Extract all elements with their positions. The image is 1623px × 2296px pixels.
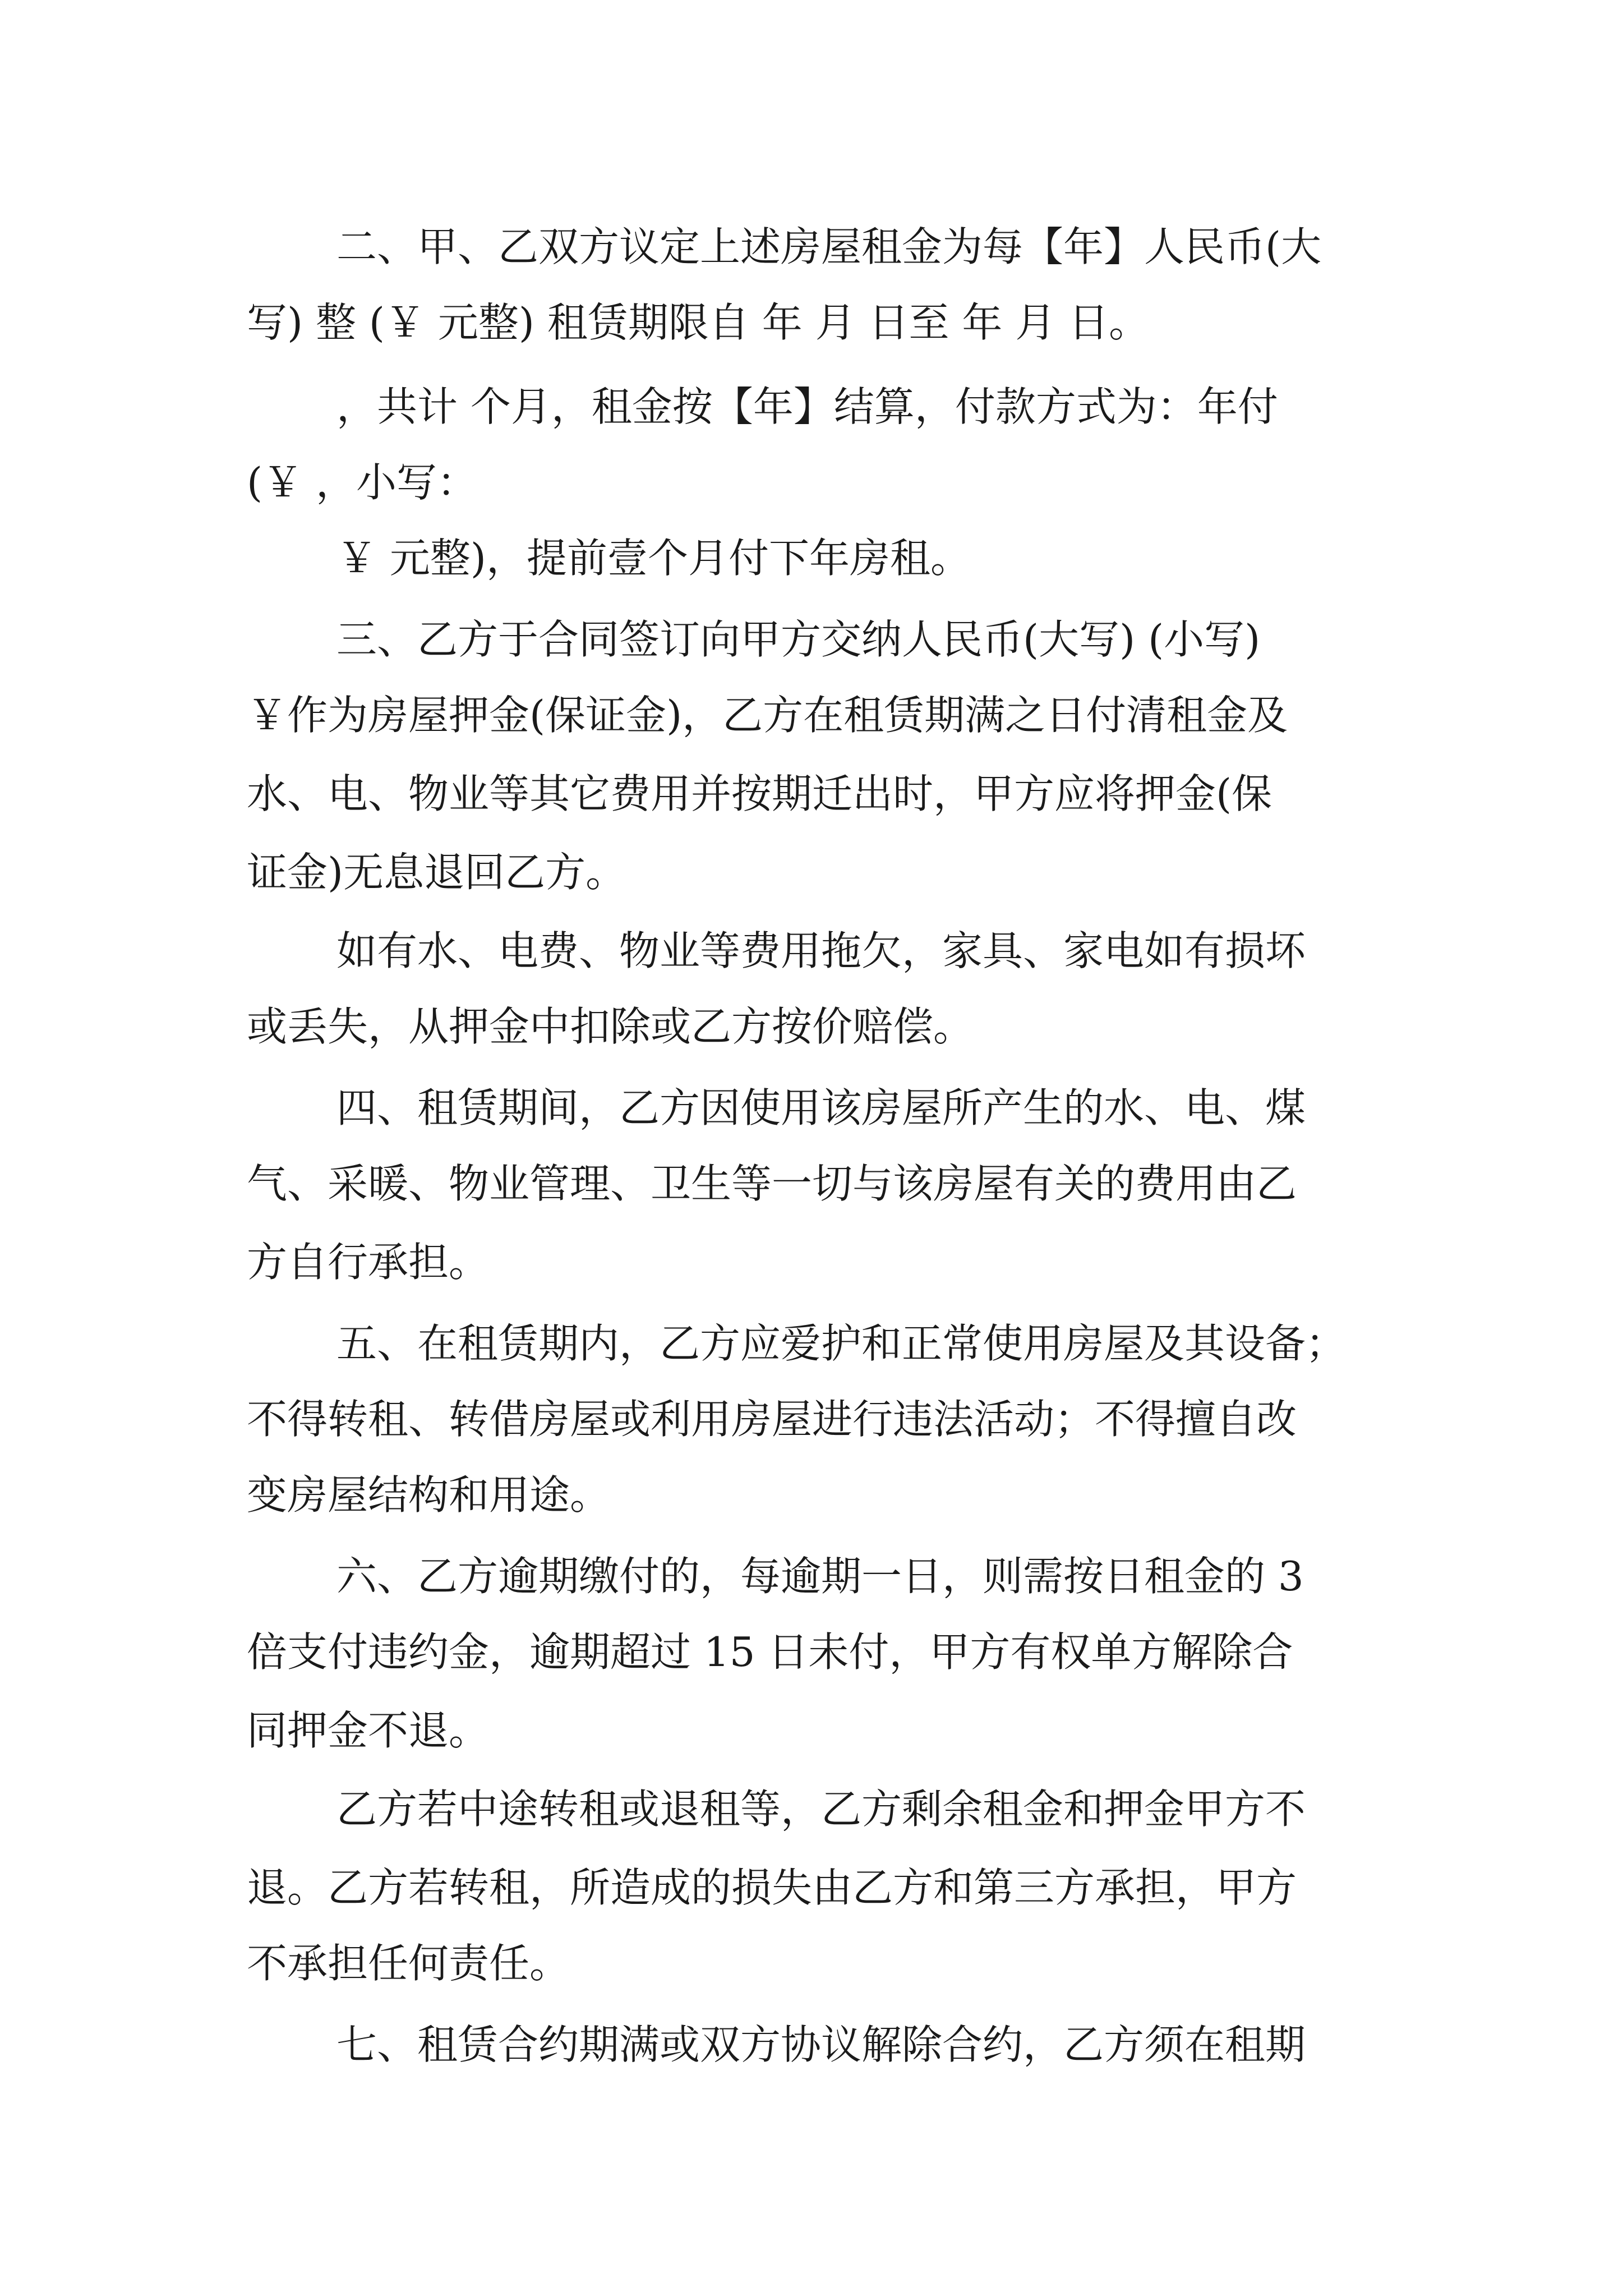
clause-4-line-2: 气、采暖、物业管理、卫生等一切与该房屋有关的费用由乙 <box>247 1160 1297 1207</box>
clause-7-line-1: 七、租赁合约期满或双方协议解除合约，乙方须在租期 <box>336 2021 1306 2068</box>
clause-2-line-2: 写) 整 (￥ 元整) 租赁期限自 年 月 日至 年 月 日。 <box>247 299 1150 346</box>
clause-5-line-1: 五、在租赁期内，乙方应爱护和正常使用房屋及其设备； <box>336 1320 1347 1367</box>
clause-3-line-3: 水、电、物业等其它费用并按期迁出时，甲方应将押金(保 <box>247 770 1272 817</box>
clause-5-line-2: 不得转租、转借房屋或利用房屋进行违法活动；不得擅自改 <box>247 1396 1297 1443</box>
clause-2-line-1: 二、甲、乙双方议定上述房屋租金为每【年】人民币(大 <box>336 223 1322 270</box>
clause-3-line-1: 三、乙方于合同签订向甲方交纳人民币(大写) (小写) <box>336 616 1261 663</box>
clause-5-line-3: 变房屋结构和用途。 <box>247 1471 611 1519</box>
clause-2-line-3: ，共计 个月，租金按【年】结算，付款方式为：年付 <box>336 383 1278 430</box>
clause-3-note-line-1: 如有水、电费、物业等费用拖欠，家具、家电如有损坏 <box>336 927 1306 974</box>
clause-3-line-2: ￥作为房屋押金(保证金)，乙方在租赁期满之日付清租金及 <box>247 692 1288 739</box>
clause-6-note-line-3: 不承担任何责任。 <box>247 1940 570 1987</box>
clause-6-line-1: 六、乙方逾期缴付的，每逾期一日，则需按日租金的 3 <box>336 1553 1304 1600</box>
clause-3-line-4: 证金)无息退回乙方。 <box>247 849 626 896</box>
clause-4-line-3: 方自行承担。 <box>247 1239 490 1286</box>
clause-4-line-1: 四、租赁期间，乙方因使用该房屋所产生的水、电、煤 <box>336 1084 1306 1131</box>
clause-6-note-line-2: 退。乙方若转租，所造成的损失由乙方和第三方承担，甲方 <box>247 1864 1297 1911</box>
clause-2-line-4: (￥ ，小写： <box>247 459 477 506</box>
clause-2-line-5: ￥ 元整)，提前壹个月付下年房租。 <box>336 535 971 582</box>
clause-3-note-line-2: 或丢失，从押金中扣除或乙方按价赔偿。 <box>247 1003 974 1050</box>
clause-6-note-line-1: 乙方若中途转租或退租等，乙方剩余租金和押金甲方不 <box>336 1786 1306 1833</box>
clause-6-line-2: 倍支付违约金，逾期超过 15 日未付，甲方有权单方解除合 <box>247 1628 1293 1676</box>
clause-6-line-3: 同押金不退。 <box>247 1707 490 1754</box>
